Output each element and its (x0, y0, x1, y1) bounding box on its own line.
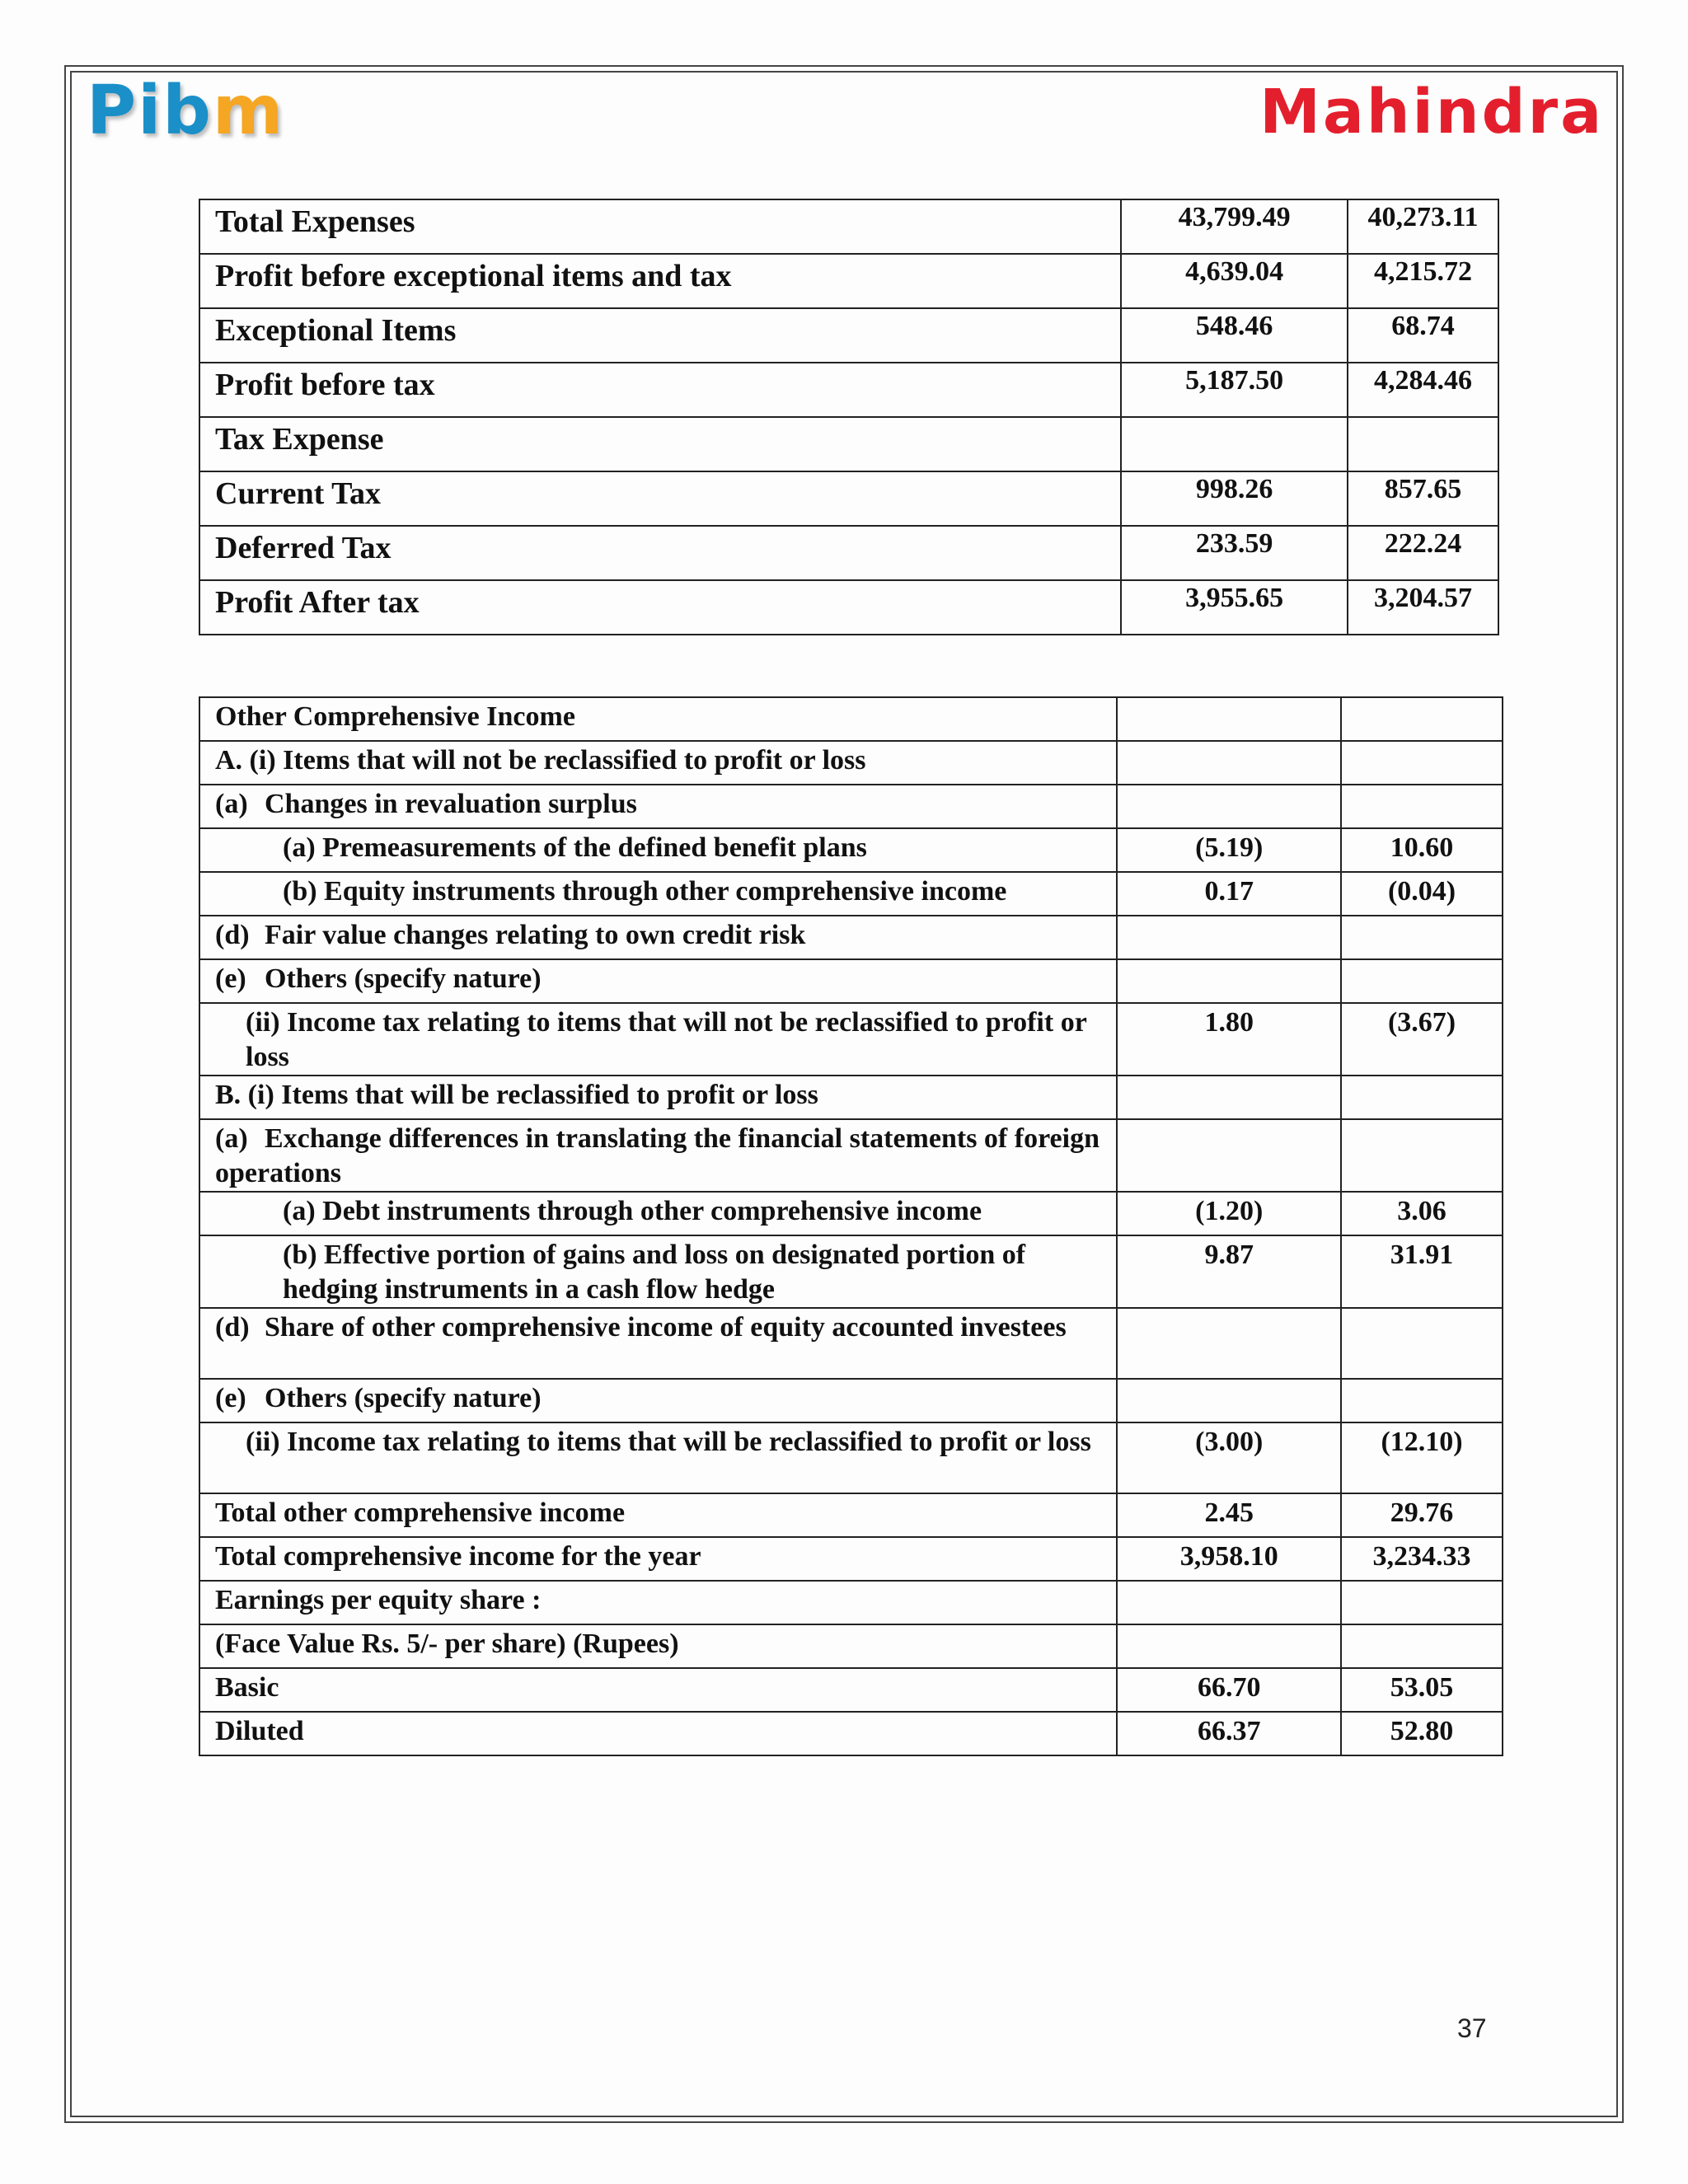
current-year-value (1117, 785, 1341, 828)
table-row (199, 1003, 1503, 1076)
row-label (199, 785, 1117, 828)
item-text: Changes in revaluation surplus (265, 789, 637, 819)
previous-year-value: 53.05 (1341, 1668, 1503, 1712)
table-row (199, 526, 1498, 580)
item-marker: (e) (215, 1383, 246, 1413)
current-year-value (1117, 1581, 1341, 1624)
current-year-value: (1.20) (1117, 1192, 1341, 1235)
current-year-value: 3,955.65 (1121, 580, 1348, 635)
table-row (199, 1668, 1503, 1712)
row-label (199, 1119, 1117, 1192)
row-label: Total other comprehensive income (199, 1493, 1117, 1537)
table-row (199, 199, 1498, 254)
previous-year-value (1341, 916, 1503, 959)
table-row (199, 916, 1503, 959)
current-year-value (1117, 959, 1341, 1003)
item-marker: (e) (215, 963, 246, 994)
current-year-value: 66.37 (1117, 1712, 1341, 1755)
row-label: Total Expenses (199, 199, 1121, 254)
table-row (199, 1712, 1503, 1755)
current-year-value: 5,187.50 (1121, 363, 1348, 417)
item-text: Others (specify nature) (265, 1383, 542, 1413)
table-row (199, 741, 1503, 785)
current-year-value (1117, 1119, 1341, 1192)
previous-year-value: 29.76 (1341, 1493, 1503, 1537)
previous-year-value: 4,284.46 (1348, 363, 1498, 417)
previous-year-value: 222.24 (1348, 526, 1498, 580)
row-label: (a) Premeasurements of the defined benefit plans (199, 828, 1117, 872)
profit-loss-table (199, 199, 1499, 635)
current-year-value: 0.17 (1117, 872, 1341, 916)
row-label: Current Tax (199, 471, 1121, 526)
current-year-value: 998.26 (1121, 471, 1348, 526)
current-year-value (1117, 1308, 1341, 1379)
item-text: Others (specify nature) (265, 963, 542, 994)
row-label: (ii) Income tax relating to items that will not be reclassified to profit or loss (199, 1003, 1117, 1076)
row-label (199, 959, 1117, 1003)
table-row (199, 308, 1498, 363)
table-row (199, 1119, 1503, 1192)
table-row (199, 1493, 1503, 1537)
row-label (199, 1308, 1117, 1379)
row-label: Basic (199, 1668, 1117, 1712)
current-year-value: (3.00) (1117, 1422, 1341, 1493)
current-year-value: (5.19) (1117, 828, 1341, 872)
table-row (199, 1581, 1503, 1624)
current-year-value (1117, 1624, 1341, 1668)
row-label: Other Comprehensive Income (199, 697, 1117, 741)
current-year-value: 548.46 (1121, 308, 1348, 363)
item-marker: (d) (215, 920, 250, 950)
previous-year-value (1341, 741, 1503, 785)
other-comprehensive-income-table (199, 696, 1503, 1756)
current-year-value (1117, 1076, 1341, 1119)
current-year-value: 4,639.04 (1121, 254, 1348, 308)
row-label: Total comprehensive income for the year (199, 1537, 1117, 1581)
previous-year-value (1341, 1379, 1503, 1422)
row-label: (Face Value Rs. 5/- per share) (Rupees) (199, 1624, 1117, 1668)
page-number: 37 (1457, 2013, 1487, 2043)
row-label: Diluted (199, 1712, 1117, 1755)
mahindra-logo: Mahindra (1259, 77, 1604, 148)
table-row (199, 697, 1503, 741)
table-row (199, 1308, 1503, 1379)
current-year-value (1117, 741, 1341, 785)
row-label: Exceptional Items (199, 308, 1121, 363)
current-year-value: 233.59 (1121, 526, 1348, 580)
table-row (199, 1537, 1503, 1581)
previous-year-value: 68.74 (1348, 308, 1498, 363)
table-row (199, 1422, 1503, 1493)
current-year-value (1117, 697, 1341, 741)
table-row (199, 1624, 1503, 1668)
table-row (199, 254, 1498, 308)
item-marker: (a) (215, 789, 248, 819)
previous-year-value (1341, 1581, 1503, 1624)
previous-year-value (1341, 959, 1503, 1003)
item-text: Share of other comprehensive income of equity accounted investees (265, 1312, 1067, 1343)
current-year-value: 2.45 (1117, 1493, 1341, 1537)
previous-year-value: 10.60 (1341, 828, 1503, 872)
row-label: Tax Expense (199, 417, 1121, 471)
row-label: Earnings per equity share : (199, 1581, 1117, 1624)
current-year-value: 1.80 (1117, 1003, 1341, 1076)
previous-year-value: 3,204.57 (1348, 580, 1498, 635)
row-label: (ii) Income tax relating to items that will be reclassified to profit or loss (199, 1422, 1117, 1493)
row-label: Profit before tax (199, 363, 1121, 417)
previous-year-value: 31.91 (1341, 1235, 1503, 1308)
row-label: A. (i) Items that will not be reclassified to profit or loss (199, 741, 1117, 785)
item-marker: (a) (215, 1123, 248, 1154)
table-row (199, 1379, 1503, 1422)
current-year-value: 9.87 (1117, 1235, 1341, 1308)
table-row (199, 1076, 1503, 1119)
table-row (199, 580, 1498, 635)
current-year-value (1117, 916, 1341, 959)
previous-year-value (1341, 697, 1503, 741)
current-year-value (1121, 417, 1348, 471)
previous-year-value: 3.06 (1341, 1192, 1503, 1235)
table-row (199, 828, 1503, 872)
current-year-value (1117, 1379, 1341, 1422)
item-text: Exchange differences in translating the financial statements of foreign operations (215, 1123, 1100, 1188)
row-label: (a) Debt instruments through other comprehensive income (199, 1192, 1117, 1235)
row-label: (b) Effective portion of gains and loss on designated portion of hedging instruments in a cash flow hedge (199, 1235, 1117, 1308)
row-label: B. (i) Items that will be reclassified to profit or loss (199, 1076, 1117, 1119)
previous-year-value: (0.04) (1341, 872, 1503, 916)
previous-year-value: 3,234.33 (1341, 1537, 1503, 1581)
previous-year-value (1341, 785, 1503, 828)
table-row (199, 471, 1498, 526)
previous-year-value: (12.10) (1341, 1422, 1503, 1493)
previous-year-value: 857.65 (1348, 471, 1498, 526)
previous-year-value (1341, 1076, 1503, 1119)
table-row (199, 1235, 1503, 1308)
row-label: Profit After tax (199, 580, 1121, 635)
row-label: (b) Equity instruments through other comprehensive income (199, 872, 1117, 916)
current-year-value: 3,958.10 (1117, 1537, 1341, 1581)
row-label: Deferred Tax (199, 526, 1121, 580)
table-row (199, 363, 1498, 417)
item-text: Fair value changes relating to own credit risk (265, 920, 806, 950)
table-row (199, 417, 1498, 471)
row-label: Profit before exceptional items and tax (199, 254, 1121, 308)
current-year-value: 66.70 (1117, 1668, 1341, 1712)
table-row (199, 1192, 1503, 1235)
row-label (199, 1379, 1117, 1422)
previous-year-value (1341, 1308, 1503, 1379)
table-row (199, 785, 1503, 828)
previous-year-value: 52.80 (1341, 1712, 1503, 1755)
previous-year-value: 4,215.72 (1348, 254, 1498, 308)
previous-year-value: 40,273.11 (1348, 199, 1498, 254)
table-row (199, 872, 1503, 916)
previous-year-value (1341, 1119, 1503, 1192)
previous-year-value: (3.67) (1341, 1003, 1503, 1076)
pibm-logo: Pibm (87, 72, 285, 150)
previous-year-value (1348, 417, 1498, 471)
current-year-value: 43,799.49 (1121, 199, 1348, 254)
previous-year-value (1341, 1624, 1503, 1668)
item-marker: (d) (215, 1312, 250, 1343)
table-row (199, 959, 1503, 1003)
row-label (199, 916, 1117, 959)
